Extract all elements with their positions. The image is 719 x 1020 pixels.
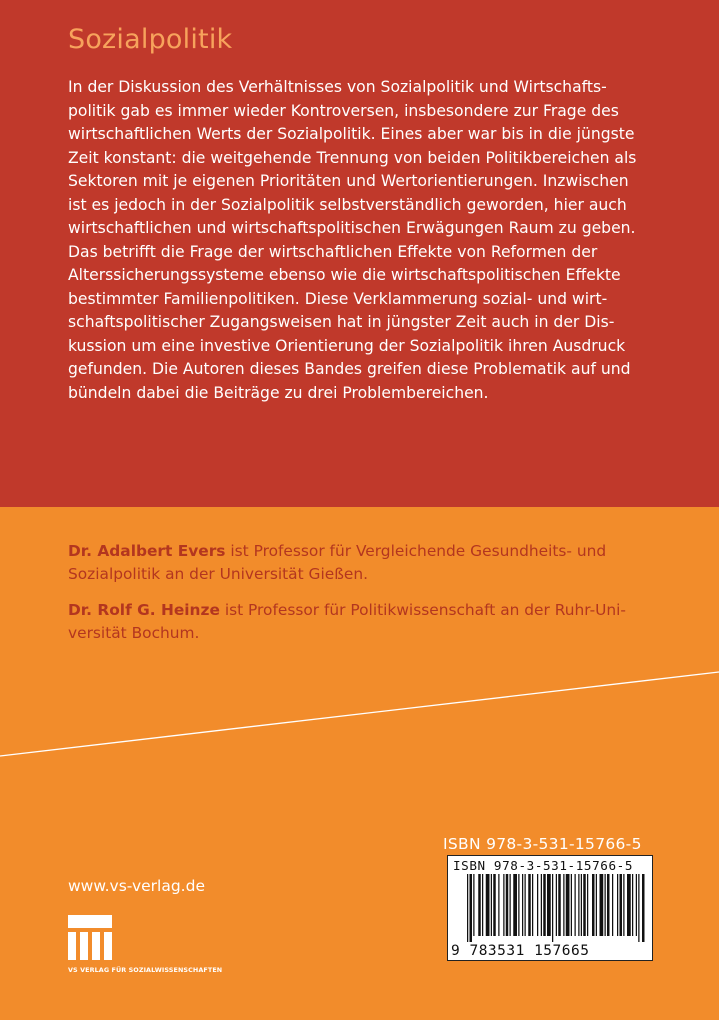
barcode-bar: [642, 874, 645, 942]
blurb-line: wirtschaftlichen Werts der Sozialpolitik. Eines aber war bis in die jüngste: [68, 125, 635, 143]
barcode-bar: [478, 874, 481, 936]
blurb-line: kussion um eine investive Orientierung der Sozialpolitik ihren Ausdruck: [68, 336, 626, 355]
barcode-bar: [525, 874, 526, 936]
barcode-bar: [473, 874, 474, 936]
barcode-bar: [617, 874, 618, 936]
publisher-name: VS VERLAG FÜR SOZIALWISSENSCHAFTEN: [68, 966, 223, 974]
barcode-bar: [605, 874, 606, 936]
series-title: Sozialpolitik: [68, 24, 233, 55]
barcode-bar: [541, 874, 542, 936]
barcode-bar: [513, 874, 517, 936]
barcode-bar: [528, 874, 531, 936]
blurb-line: gefunden. Die Autoren dieses Bandes greifen diese Problematik auf und: [68, 360, 631, 378]
barcode-bar: [638, 874, 639, 942]
blurb-line: bündeln dabei die Beiträge zu drei Problembereichen.: [68, 383, 489, 402]
author-bios: [68, 540, 668, 658]
barcode-bar: [592, 874, 595, 936]
blurb: [68, 76, 658, 405]
barcode-bar: [532, 874, 533, 936]
author-name: Dr. Adalbert Evers: [68, 542, 226, 560]
barcode: [447, 855, 653, 961]
blurb-line: wirtschaftlichen und wirtschaftspolitischen Erwägungen Raum zu geben.: [68, 219, 636, 237]
barcode-bar: [600, 874, 604, 936]
barcode-isbn: ISBN 978-3-531-15766-5: [453, 858, 634, 873]
barcode-bar: [623, 874, 624, 936]
blurb-line: bestimmter Familienpolitiken. Diese Verklammerung sozial- und wirt-: [68, 289, 608, 308]
author-bio: [68, 540, 668, 586]
blurb-line: Sektoren mit je eigenen Prioritäten und Wertorientierungen. Inzwischen: [68, 172, 629, 190]
barcode-bar: [498, 874, 499, 936]
author-name: Dr. Rolf G. Heinze: [68, 601, 220, 619]
blurb-line: ist es jedoch in der Sozialpolitik selbstverständlich geworden, hier auch: [68, 195, 627, 214]
barcode-bar: [596, 874, 597, 936]
barcode-bar: [543, 874, 546, 936]
barcode-bar: [575, 874, 576, 936]
barcode-bar: [537, 874, 538, 936]
barcode-bar: [506, 874, 509, 936]
barcode-bar: [467, 874, 468, 942]
barcode-bar: [563, 874, 564, 936]
barcode-bar: [607, 874, 610, 936]
author-bio-text: Sozialpolitik an der Universität Gießen.: [68, 565, 369, 583]
barcode-bar: [566, 874, 570, 936]
barcode-bar: [587, 874, 588, 936]
author-bio: [68, 599, 668, 645]
author-bio-text: ist Professor für Vergleichende Gesundheits- und: [225, 542, 607, 560]
barcode-bar: [620, 874, 623, 936]
barcode-bar: [470, 874, 473, 942]
barcode-bar: [556, 874, 557, 936]
diagonal-divider: [0, 670, 719, 760]
barcode-bar: [558, 874, 561, 936]
barcode-bar: [571, 874, 572, 936]
barcode-bar: [493, 874, 496, 936]
barcode-bar: [581, 874, 582, 936]
website-link[interactable]: www.vs-verlag.de: [68, 877, 205, 895]
barcode-bar: [612, 874, 613, 936]
barcode-bar: [491, 874, 492, 936]
author-bio-text: versität Bochum.: [68, 624, 200, 642]
barcode-bar: [578, 874, 579, 936]
barcode-bar: [547, 874, 551, 936]
barcode-bar: [636, 874, 637, 936]
barcode-bar: [522, 874, 523, 936]
blurb-line: In der Diskussion des Verhältnisses von Sozialpolitik und Wirtschafts-: [68, 78, 607, 96]
barcode-bar: [518, 874, 519, 936]
barcode-bar: [552, 874, 553, 942]
blurb-line: politik gab es immer wieder Kontroversen, insbesondere zur Frage des: [68, 101, 619, 120]
barcode-bar: [503, 874, 504, 936]
blurb-line: schaftspolitischer Zugangsweisen hat in jüngster Zeit auch in der Dis-: [68, 313, 615, 331]
isbn-label: ISBN 978-3-531-15766-5: [443, 835, 642, 853]
barcode-bar: [632, 874, 633, 936]
barcode-bar: [486, 874, 490, 936]
barcode-bar: [583, 874, 586, 936]
barcode-bar: [510, 874, 511, 936]
blurb-line: Alterssicherungssysteme ebenso wie die wirtschaftspolitischen Effekte: [68, 266, 621, 284]
ean-barcode-icon: [451, 874, 649, 942]
barcode-digits: 9 783531 157665: [451, 943, 590, 959]
blurb-line: Zeit konstant: die weitgehende Trennung von beiden Politikbereichen als: [68, 148, 637, 167]
blurb-line: Das betrifft die Frage der wirtschaftlichen Effekte von Reformen der: [68, 242, 598, 261]
barcode-bar: [627, 874, 631, 936]
author-bio-text: ist Professor für Politikwissenschaft an der Ruhr-Uni-: [219, 601, 626, 619]
barcode-bar: [482, 874, 483, 936]
